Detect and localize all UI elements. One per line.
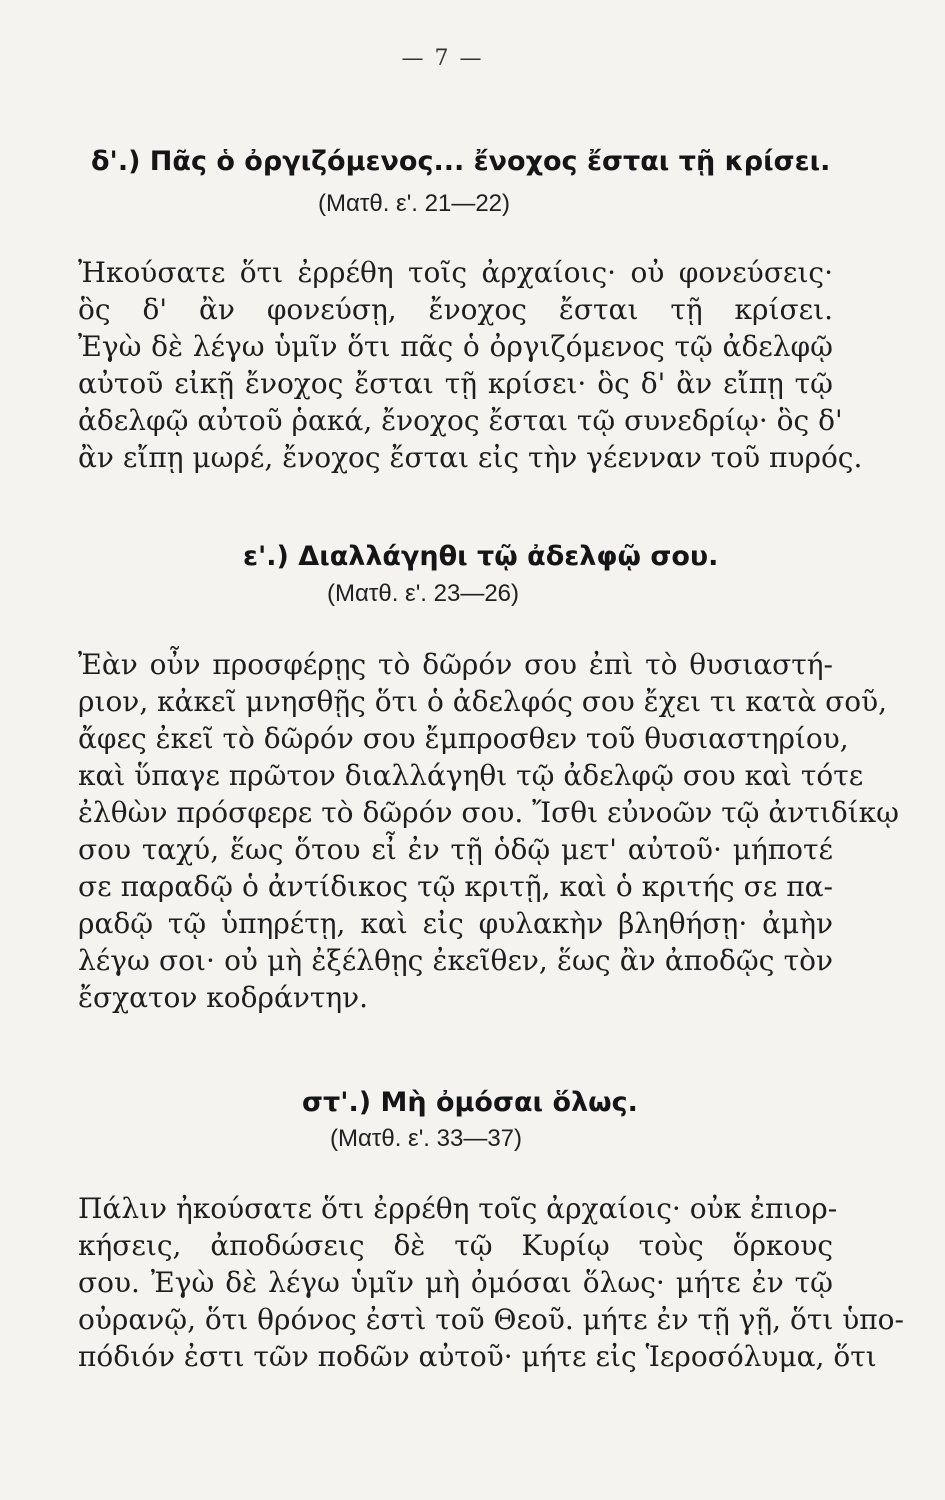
scripture-reference-matthew-5-33-37: (Ματθ. ε'. 33—37) xyxy=(330,1125,523,1152)
text-line: οὐρανῷ, ὅτι θρόνος ἐστὶ τοῦ Θεοῦ. μήτε ἐν τῇ γῇ, ὅτι ὑπο- xyxy=(78,1303,904,1336)
text-line: ριον, κἀκεῖ μνησθῇς ὅτι ὁ ἀδελφός σου ἔχει τι κατὰ σοῦ, xyxy=(78,685,888,718)
text-line: Ἠκούσατε ὅτι ἐρρέθη τοῖς ἀρχαίοις· οὐ φονεύσεις· xyxy=(78,256,833,289)
text-line: αὐτοῦ εἰκῇ ἔνοχος ἔσται τῇ κρίσει· ὃς δ' ἂν εἴπῃ τῷ xyxy=(78,367,833,400)
paragraph-oaths xyxy=(78,1190,904,1375)
text-line: ἔσχατον κοδράντην. xyxy=(78,981,369,1014)
page-number: — 7 — xyxy=(401,46,484,71)
scripture-reference-matthew-5-21-22: (Ματθ. ε'. 21—22) xyxy=(318,190,511,217)
section-heading-oaths: στ'.) Μὴ ὀμόσαι ὅλως. xyxy=(302,1087,638,1119)
text-line: λέγω σοι· οὐ μὴ ἐξέλθῃς ἐκεῖθεν, ἕως ἂν ἀποδῷς τὸν xyxy=(78,944,833,977)
text-line: Πάλιν ἠκούσατε ὅτι ἐρρέθη τοῖς ἀρχαίοις· οὐκ ἐπιορ- xyxy=(78,1192,838,1225)
text-line: ραδῷ τῷ ὑπηρέτῃ, καὶ εἰς φυλακὴν βληθήσῃ· ἀμὴν xyxy=(78,907,833,940)
text-line: σου ταχύ, ἕως ὅτου εἶ ἐν τῇ ὁδῷ μετ' αὐτοῦ· μήποτέ xyxy=(78,833,833,866)
text-line: ἂν εἴπῃ μωρέ, ἔνοχος ἔσται εἰς τὴν γέενναν τοῦ πυρός. xyxy=(78,441,863,474)
paragraph-anger xyxy=(78,254,863,476)
text-line: σε παραδῷ ὁ ἀντίδικος τῷ κριτῇ, καὶ ὁ κριτής σε πα- xyxy=(78,870,833,903)
text-line: ἄφες ἐκεῖ τὸ δῶρόν σου ἔμπροσθεν τοῦ θυσιαστηρίου, xyxy=(78,722,849,755)
text-line: κήσεις, ἀποδώσεις δὲ τῷ Κυρίῳ τοὺς ὅρκους xyxy=(78,1229,833,1262)
text-line: Ἐὰν οὖν προσφέρῃς τὸ δῶρόν σου ἐπὶ τὸ θυσιαστή- xyxy=(78,648,833,681)
section-heading-reconciliation: ε'.) Διαλλάγηθι τῷ ἀδελφῷ σου. xyxy=(243,541,719,573)
section-heading-anger: δ'.) Πᾶς ὁ ὀργιζόμενος... ἔνοχος ἔσται τῇ κρίσει. xyxy=(91,146,831,178)
text-line: ὃς δ' ἂν φονεύσῃ, ἔνοχος ἔσται τῇ κρίσει. xyxy=(78,293,833,326)
text-line: πόδιόν ἐστι τῶν ποδῶν αὐτοῦ· μήτε εἰς Ἱεροσόλυμα, ὅτι xyxy=(78,1340,877,1373)
text-line: ἀδελφῷ αὐτοῦ ῥακά, ἔνοχος ἔσται τῷ συνεδρίῳ· ὃς δ' xyxy=(78,404,843,437)
scripture-reference-matthew-5-23-26: (Ματθ. ε'. 23—26) xyxy=(327,580,520,607)
text-line: σου. Ἐγὼ δὲ λέγω ὑμῖν μὴ ὀμόσαι ὅλως· μήτε ἐν τῷ xyxy=(78,1266,833,1299)
paragraph-reconciliation xyxy=(78,646,899,1016)
text-line: Ἐγὼ δὲ λέγω ὑμῖν ὅτι πᾶς ὁ ὀργιζόμενος τῷ ἀδελφῷ xyxy=(78,330,833,363)
text-line: ἐλθὼν πρόσφερε τὸ δῶρόν σου. Ἴσθι εὐνοῶν τῷ ἀντιδίκῳ xyxy=(78,796,899,829)
text-line: καὶ ὕπαγε πρῶτον διαλλάγηθι τῷ ἀδελφῷ σου καὶ τότε xyxy=(78,759,864,792)
